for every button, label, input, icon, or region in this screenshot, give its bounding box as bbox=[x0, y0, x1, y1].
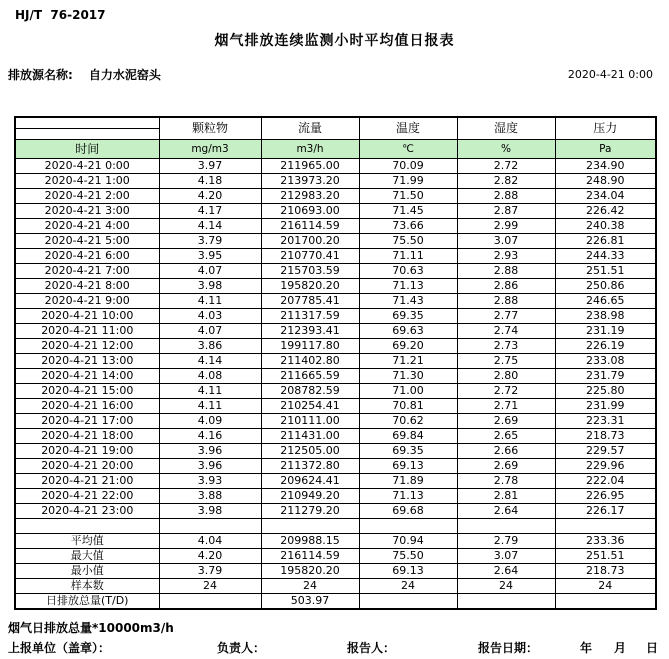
column-header-temperature: 温度 bbox=[359, 117, 457, 139]
value-cell: 233.36 bbox=[555, 533, 656, 548]
value-cell bbox=[555, 518, 656, 533]
value-cell bbox=[159, 518, 261, 533]
value-cell: 2.80 bbox=[457, 368, 555, 383]
value-cell: 3.97 bbox=[159, 158, 261, 173]
value-cell: 2.82 bbox=[457, 173, 555, 188]
column-header-pressure: 压力 bbox=[555, 117, 656, 139]
value-cell: 70.09 bbox=[359, 158, 457, 173]
value-cell: 3.86 bbox=[159, 338, 261, 353]
time-cell: 2020-4-21 0:00 bbox=[15, 158, 159, 173]
summary-label-cell: 日排放总量(T/D) bbox=[15, 593, 159, 609]
value-cell bbox=[555, 593, 656, 609]
value-cell: 209988.15 bbox=[261, 533, 359, 548]
unit-pressure: Pa bbox=[555, 139, 656, 158]
report-unit-label: 上报单位（盖章）： bbox=[8, 641, 111, 655]
value-cell: 223.31 bbox=[555, 413, 656, 428]
value-cell: 3.96 bbox=[159, 443, 261, 458]
value-cell: 240.38 bbox=[555, 218, 656, 233]
time-cell: 2020-4-21 18:00 bbox=[15, 428, 159, 443]
value-cell bbox=[359, 593, 457, 609]
unit-flow: m3/h bbox=[261, 139, 359, 158]
value-cell: 4.14 bbox=[159, 353, 261, 368]
value-cell: 226.42 bbox=[555, 203, 656, 218]
value-cell: 211317.59 bbox=[261, 308, 359, 323]
value-cell: 213973.20 bbox=[261, 173, 359, 188]
data-row bbox=[15, 203, 656, 218]
data-row bbox=[15, 188, 656, 203]
value-cell: 3.95 bbox=[159, 248, 261, 263]
value-cell: 195820.20 bbox=[261, 563, 359, 578]
header-row-pollutants bbox=[15, 117, 656, 128]
value-cell: 231.19 bbox=[555, 323, 656, 338]
value-cell: 69.63 bbox=[359, 323, 457, 338]
time-cell: 2020-4-21 1:00 bbox=[15, 173, 159, 188]
value-cell bbox=[457, 518, 555, 533]
value-cell: 71.50 bbox=[359, 188, 457, 203]
day-label: 日 bbox=[646, 641, 659, 655]
data-row bbox=[15, 233, 656, 248]
value-cell: 250.86 bbox=[555, 278, 656, 293]
value-cell: 24 bbox=[261, 578, 359, 593]
value-cell: 229.96 bbox=[555, 458, 656, 473]
unit-humidity: % bbox=[457, 139, 555, 158]
value-cell: 2.86 bbox=[457, 278, 555, 293]
value-cell: 4.09 bbox=[159, 413, 261, 428]
value-cell: 216114.59 bbox=[261, 548, 359, 563]
value-cell: 2.71 bbox=[457, 398, 555, 413]
value-cell: 233.08 bbox=[555, 353, 656, 368]
value-cell: 69.13 bbox=[359, 563, 457, 578]
summary-row bbox=[15, 578, 656, 593]
value-cell: 4.17 bbox=[159, 203, 261, 218]
value-cell: 71.99 bbox=[359, 173, 457, 188]
column-header-humidity: 湿度 bbox=[457, 117, 555, 139]
responsible-person-label: 负责人： bbox=[217, 641, 266, 655]
data-row bbox=[15, 443, 656, 458]
time-cell: 2020-4-21 13:00 bbox=[15, 353, 159, 368]
value-cell: 4.11 bbox=[159, 398, 261, 413]
value-cell: 71.43 bbox=[359, 293, 457, 308]
value-cell: 24 bbox=[555, 578, 656, 593]
value-cell: 211965.00 bbox=[261, 158, 359, 173]
value-cell: 4.20 bbox=[159, 188, 261, 203]
value-cell: 215703.59 bbox=[261, 263, 359, 278]
value-cell: 70.62 bbox=[359, 413, 457, 428]
value-cell: 4.11 bbox=[159, 383, 261, 398]
value-cell: 4.03 bbox=[159, 308, 261, 323]
time-cell: 2020-4-21 2:00 bbox=[15, 188, 159, 203]
value-cell: 210770.41 bbox=[261, 248, 359, 263]
value-cell: 208782.59 bbox=[261, 383, 359, 398]
standard-number: HJ/T 76-2017 bbox=[15, 8, 106, 22]
data-row bbox=[15, 323, 656, 338]
value-cell: 2.88 bbox=[457, 293, 555, 308]
value-cell: 216114.59 bbox=[261, 218, 359, 233]
value-cell: 201700.20 bbox=[261, 233, 359, 248]
month-label: 月 bbox=[614, 641, 627, 655]
header-empty-cell-top bbox=[15, 117, 159, 128]
value-cell: 212505.00 bbox=[261, 443, 359, 458]
table-body bbox=[15, 158, 656, 609]
time-cell: 2020-4-21 16:00 bbox=[15, 398, 159, 413]
value-cell: 71.13 bbox=[359, 278, 457, 293]
value-cell: 70.63 bbox=[359, 263, 457, 278]
value-cell: 2.75 bbox=[457, 353, 555, 368]
value-cell: 2.69 bbox=[457, 413, 555, 428]
units-row bbox=[15, 139, 656, 158]
value-cell: 226.81 bbox=[555, 233, 656, 248]
report-date-label: 报告日期： bbox=[478, 641, 539, 655]
value-cell: 71.89 bbox=[359, 473, 457, 488]
value-cell: 4.04 bbox=[159, 533, 261, 548]
value-cell: 71.11 bbox=[359, 248, 457, 263]
page-title: 烟气排放连续监测小时平均值日报表 bbox=[214, 33, 455, 49]
data-row bbox=[15, 458, 656, 473]
value-cell: 24 bbox=[359, 578, 457, 593]
value-cell bbox=[359, 518, 457, 533]
value-cell: 2.65 bbox=[457, 428, 555, 443]
value-cell: 75.50 bbox=[359, 233, 457, 248]
report-table bbox=[14, 116, 657, 610]
summary-label-cell: 最小值 bbox=[15, 563, 159, 578]
time-cell: 2020-4-21 11:00 bbox=[15, 323, 159, 338]
data-row bbox=[15, 293, 656, 308]
summary-row bbox=[15, 533, 656, 548]
time-cell: 2020-4-21 10:00 bbox=[15, 308, 159, 323]
value-cell: 195820.20 bbox=[261, 278, 359, 293]
value-cell: 2.69 bbox=[457, 458, 555, 473]
value-cell: 231.99 bbox=[555, 398, 656, 413]
value-cell: 2.81 bbox=[457, 488, 555, 503]
value-cell: 210254.41 bbox=[261, 398, 359, 413]
time-cell: 2020-4-21 7:00 bbox=[15, 263, 159, 278]
value-cell: 234.90 bbox=[555, 158, 656, 173]
source-name-line bbox=[8, 66, 161, 83]
value-cell: 2.64 bbox=[457, 563, 555, 578]
time-cell: 2020-4-21 6:00 bbox=[15, 248, 159, 263]
summary-row bbox=[15, 563, 656, 578]
value-cell: 2.64 bbox=[457, 503, 555, 518]
value-cell: 71.21 bbox=[359, 353, 457, 368]
time-cell: 2020-4-21 14:00 bbox=[15, 368, 159, 383]
data-row bbox=[15, 173, 656, 188]
value-cell: 2.72 bbox=[457, 383, 555, 398]
value-cell: 71.13 bbox=[359, 488, 457, 503]
value-cell: 69.35 bbox=[359, 308, 457, 323]
data-row bbox=[15, 278, 656, 293]
value-cell: 2.72 bbox=[457, 158, 555, 173]
time-column-header: 时间 bbox=[15, 139, 159, 158]
report-datetime: 2020-4-21 0:00 bbox=[567, 68, 653, 81]
data-row bbox=[15, 308, 656, 323]
source-name-label: 排放源名称: bbox=[8, 68, 73, 82]
data-row bbox=[15, 428, 656, 443]
value-cell: 251.51 bbox=[555, 548, 656, 563]
value-cell: 4.18 bbox=[159, 173, 261, 188]
data-row bbox=[15, 218, 656, 233]
value-cell: 210693.00 bbox=[261, 203, 359, 218]
spacer-row bbox=[15, 518, 656, 533]
value-cell bbox=[261, 518, 359, 533]
value-cell: 4.07 bbox=[159, 263, 261, 278]
column-header-pm: 颗粒物 bbox=[159, 117, 261, 139]
value-cell: 3.79 bbox=[159, 563, 261, 578]
data-row bbox=[15, 248, 656, 263]
value-cell: 69.68 bbox=[359, 503, 457, 518]
value-cell: 248.90 bbox=[555, 173, 656, 188]
time-cell: 2020-4-21 3:00 bbox=[15, 203, 159, 218]
value-cell bbox=[159, 593, 261, 609]
value-cell: 238.98 bbox=[555, 308, 656, 323]
value-cell: 4.20 bbox=[159, 548, 261, 563]
data-row bbox=[15, 263, 656, 278]
source-name-value: 自力水泥窑头 bbox=[88, 68, 161, 82]
unit-pm: mg/m3 bbox=[159, 139, 261, 158]
time-cell: 2020-4-21 12:00 bbox=[15, 338, 159, 353]
value-cell: 3.98 bbox=[159, 503, 261, 518]
value-cell: 4.14 bbox=[159, 218, 261, 233]
column-header-flow: 流量 bbox=[261, 117, 359, 139]
summary-label-cell: 平均值 bbox=[15, 533, 159, 548]
value-cell bbox=[457, 593, 555, 609]
value-cell: 69.35 bbox=[359, 443, 457, 458]
value-cell: 3.98 bbox=[159, 278, 261, 293]
value-cell: 226.17 bbox=[555, 503, 656, 518]
value-cell: 207785.41 bbox=[261, 293, 359, 308]
value-cell: 24 bbox=[457, 578, 555, 593]
value-cell: 210111.00 bbox=[261, 413, 359, 428]
data-row bbox=[15, 158, 656, 173]
value-cell: 3.88 bbox=[159, 488, 261, 503]
time-cell: 2020-4-21 22:00 bbox=[15, 488, 159, 503]
value-cell: 75.50 bbox=[359, 548, 457, 563]
value-cell: 2.99 bbox=[457, 218, 555, 233]
value-cell: 218.73 bbox=[555, 563, 656, 578]
value-cell: 4.07 bbox=[159, 323, 261, 338]
value-cell: 4.16 bbox=[159, 428, 261, 443]
data-row bbox=[15, 473, 656, 488]
summary-row bbox=[15, 548, 656, 563]
year-label: 年 bbox=[580, 641, 593, 655]
data-row bbox=[15, 503, 656, 518]
value-cell: 69.20 bbox=[359, 338, 457, 353]
data-row bbox=[15, 413, 656, 428]
time-cell: 2020-4-21 21:00 bbox=[15, 473, 159, 488]
value-cell: 231.79 bbox=[555, 368, 656, 383]
value-cell: 4.08 bbox=[159, 368, 261, 383]
value-cell: 211372.80 bbox=[261, 458, 359, 473]
value-cell: 2.73 bbox=[457, 338, 555, 353]
value-cell: 251.51 bbox=[555, 263, 656, 278]
value-cell: 69.13 bbox=[359, 458, 457, 473]
value-cell: 24 bbox=[159, 578, 261, 593]
header-empty-cell-bottom bbox=[15, 128, 159, 139]
time-cell: 2020-4-21 5:00 bbox=[15, 233, 159, 248]
time-cell: 2020-4-21 15:00 bbox=[15, 383, 159, 398]
value-cell: 2.66 bbox=[457, 443, 555, 458]
value-cell: 3.07 bbox=[457, 548, 555, 563]
value-cell: 199117.80 bbox=[261, 338, 359, 353]
value-cell: 225.80 bbox=[555, 383, 656, 398]
value-cell: 2.79 bbox=[457, 533, 555, 548]
value-cell: 2.77 bbox=[457, 308, 555, 323]
spacer-cell bbox=[15, 518, 159, 533]
value-cell: 2.78 bbox=[457, 473, 555, 488]
value-cell: 2.88 bbox=[457, 263, 555, 278]
value-cell: 2.93 bbox=[457, 248, 555, 263]
time-cell: 2020-4-21 9:00 bbox=[15, 293, 159, 308]
value-cell: 211431.00 bbox=[261, 428, 359, 443]
data-row bbox=[15, 383, 656, 398]
value-cell: 222.04 bbox=[555, 473, 656, 488]
value-cell: 229.57 bbox=[555, 443, 656, 458]
summary-label-cell: 样本数 bbox=[15, 578, 159, 593]
value-cell: 246.65 bbox=[555, 293, 656, 308]
time-cell: 2020-4-21 20:00 bbox=[15, 458, 159, 473]
time-cell: 2020-4-21 8:00 bbox=[15, 278, 159, 293]
value-cell: 212393.41 bbox=[261, 323, 359, 338]
time-cell: 2020-4-21 17:00 bbox=[15, 413, 159, 428]
value-cell: 3.07 bbox=[457, 233, 555, 248]
summary-row bbox=[15, 593, 656, 609]
data-row bbox=[15, 488, 656, 503]
time-cell: 2020-4-21 4:00 bbox=[15, 218, 159, 233]
signature-line bbox=[0, 639, 669, 655]
value-cell: 2.87 bbox=[457, 203, 555, 218]
value-cell: 209624.41 bbox=[261, 473, 359, 488]
value-cell: 218.73 bbox=[555, 428, 656, 443]
value-cell: 69.84 bbox=[359, 428, 457, 443]
value-cell: 226.19 bbox=[555, 338, 656, 353]
data-row bbox=[15, 338, 656, 353]
value-cell: 3.93 bbox=[159, 473, 261, 488]
data-row bbox=[15, 398, 656, 413]
reporter-label: 报告人： bbox=[347, 641, 396, 655]
unit-temperature: ℃ bbox=[359, 139, 457, 158]
value-cell: 2.88 bbox=[457, 188, 555, 203]
time-cell: 2020-4-21 23:00 bbox=[15, 503, 159, 518]
value-cell: 71.45 bbox=[359, 203, 457, 218]
value-cell: 71.00 bbox=[359, 383, 457, 398]
value-cell: 210949.20 bbox=[261, 488, 359, 503]
summary-label-cell: 最大值 bbox=[15, 548, 159, 563]
value-cell: 73.66 bbox=[359, 218, 457, 233]
value-cell: 234.04 bbox=[555, 188, 656, 203]
value-cell: 70.81 bbox=[359, 398, 457, 413]
value-cell: 4.11 bbox=[159, 293, 261, 308]
value-cell: 3.79 bbox=[159, 233, 261, 248]
value-cell: 211665.59 bbox=[261, 368, 359, 383]
time-cell: 2020-4-21 19:00 bbox=[15, 443, 159, 458]
value-cell: 503.97 bbox=[261, 593, 359, 609]
value-cell: 211279.20 bbox=[261, 503, 359, 518]
value-cell: 2.74 bbox=[457, 323, 555, 338]
value-cell: 212983.20 bbox=[261, 188, 359, 203]
data-row bbox=[15, 353, 656, 368]
value-cell: 211402.80 bbox=[261, 353, 359, 368]
flow-total-note: 烟气日排放总量*10000m3/h bbox=[8, 621, 174, 635]
value-cell: 3.96 bbox=[159, 458, 261, 473]
data-row bbox=[15, 368, 656, 383]
value-cell: 71.30 bbox=[359, 368, 457, 383]
value-cell: 70.94 bbox=[359, 533, 457, 548]
value-cell: 226.95 bbox=[555, 488, 656, 503]
value-cell: 244.33 bbox=[555, 248, 656, 263]
